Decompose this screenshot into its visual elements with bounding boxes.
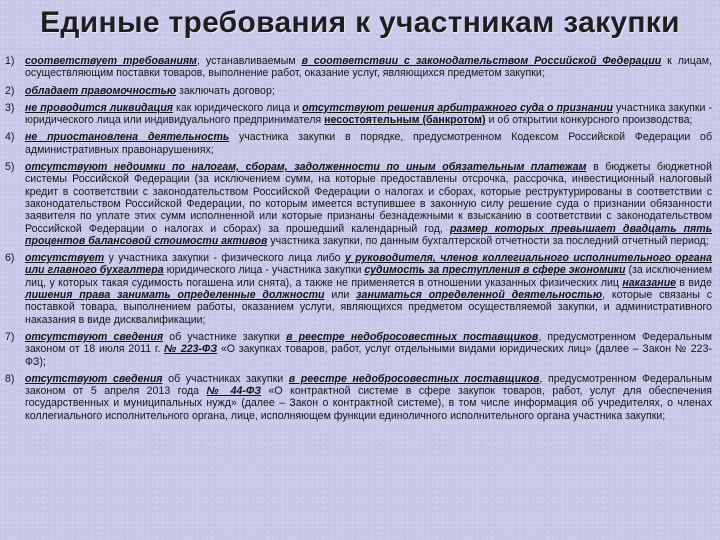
emphasized-text: № 223-ФЗ <box>164 343 218 356</box>
emphasized-text: наказание <box>622 276 677 289</box>
emphasized-text: соответствует требованиям <box>25 55 198 67</box>
item-number: 8) <box>5 372 15 385</box>
emphasized-text: в реестре недобросовестных поставщиков <box>288 372 540 385</box>
item-text <box>25 161 712 247</box>
emphasized-text: обладает правомочностью <box>25 84 177 97</box>
text-run: (за исключением лиц, у которых такая судимость погашена или снята), а также не применяется в отношении указанных физических лиц <box>25 264 712 289</box>
emphasized-text: отсутствуют решения арбитражного суда о признании <box>302 101 613 114</box>
item-number: 1) <box>5 55 15 67</box>
emphasized-text: отсутствуют недоимки по налогам, сборам, задолженности по иным обязательным платежам <box>25 161 587 174</box>
item-text <box>25 102 712 127</box>
emphasized-text: не проводится ликвидация <box>25 101 174 114</box>
item-text <box>25 131 712 156</box>
text-run: участника закупки - юридического лица или индивидуального предпринимателя <box>25 101 712 127</box>
text-run: и об открытии конкурсного производства; <box>485 114 693 127</box>
text-run: «О закупках товаров, работ, услуг отдельными видами юридических лиц» (далее – Закон № 223-ФЗ); <box>25 343 712 368</box>
emphasized-text: в соответствии с законодательством Российской Федерации <box>301 55 662 67</box>
requirements-list <box>5 55 712 427</box>
emphasized-text: у руководителя, членов коллегиального исполнительного органа или главного бухгалтера <box>25 252 712 277</box>
text-run: в виде <box>676 276 712 289</box>
emphasized-text: несостоятельным (банкротом) <box>324 114 486 127</box>
text-run: в бюджеты бюджетной системы Российской Федерации (за исключением сумм, на которые предоставлены отсрочка, рассрочка, инвестиционный налоговый кредит в соответствии с законодательством Российской Федерации о налогах и сборах, которые реструктурированы в соответствии с законодательством Российской Федерации, по которым имеется вступившее в законную силу решение суда о признании обязанности заявителя по уплате этих сумм исполненной или которые признаны безнадежными к взысканию в соответствии с законодательством Российской Федерации о налогах и сборах) за прошедший календарный год, <box>25 161 712 235</box>
item-text <box>25 373 712 422</box>
item-text <box>25 252 712 326</box>
list-item <box>5 131 712 156</box>
item-number: 5) <box>5 161 15 174</box>
text-run: , которые связаны с поставкой товара, выполнением работы, оказанием услуги, являющихся предметом осуществляемой закупки, и административного наказания в виде дисквалификации; <box>25 289 712 326</box>
list-item <box>5 55 712 80</box>
text-run: об участниках закупки <box>162 372 289 385</box>
item-text <box>25 85 712 97</box>
emphasized-text: лишения права занимать определенные должности <box>25 289 325 302</box>
emphasized-text: размер которых превышает двадцать пять процентов балансовой стоимости активов <box>25 222 712 247</box>
text-run: участника закупки, по данным бухгалтерской отчетности за последний отчетный период; <box>267 234 709 247</box>
text-run: у участника закупки - физического лица либо <box>104 252 345 265</box>
emphasized-text: отсутствуют сведения <box>25 330 164 343</box>
item-number: 3) <box>5 101 15 114</box>
emphasized-text: № 44-ФЗ <box>206 385 262 398</box>
text-run: или <box>324 289 357 302</box>
text-run: об участнике закупки <box>163 330 287 343</box>
list-item <box>5 161 712 247</box>
text-run: , устанавливаемым <box>197 55 302 67</box>
text-run: «О контрактной системе в сфере закупок товаров, работ, услуг для обеспечения государственных и муниципальных нужд» (далее – Закон о контрактной системе), в том числе информация об учредителях, о членах коллегиального исполнительного органа, лице, исполняющем функции единоличного исполнительного органа участника закупки; <box>25 385 712 422</box>
list-item <box>5 85 712 97</box>
emphasized-text: отсутствует <box>25 252 105 265</box>
slide-title: Единые требования к участникам закупки <box>40 6 680 39</box>
text-run: заключать договор; <box>176 84 275 97</box>
text-run: участника закупки в порядке, предусмотренном Кодексом Российской Федерации об административных правонарушениях; <box>25 131 713 156</box>
emphasized-text: отсутствуют сведения <box>25 372 163 385</box>
text-run: , предусмотренном Федеральным законом от 5 апреля 2013 года <box>25 372 712 398</box>
text-run: юридического лица - участника закупки <box>163 264 365 277</box>
text-run: , предусмотренном Федеральным законом от 18 июля 2011 г. <box>25 330 713 356</box>
list-item <box>5 331 712 368</box>
item-number: 4) <box>5 131 15 144</box>
item-number: 2) <box>5 84 15 97</box>
item-text <box>25 55 712 80</box>
emphasized-text: в реестре недобросовестных поставщиков <box>286 330 539 343</box>
list-item <box>5 252 712 326</box>
item-number: 6) <box>5 252 15 265</box>
item-text <box>25 331 712 368</box>
emphasized-text: судимость за преступления в сфере экономики <box>364 264 626 277</box>
emphasized-text: не приостановлена деятельность <box>25 131 230 144</box>
emphasized-text: заниматься определенной деятельностью <box>356 289 603 302</box>
list-item <box>5 102 712 127</box>
item-number: 7) <box>5 330 15 343</box>
text-run: как юридического лица и <box>173 101 303 114</box>
list-item <box>5 373 712 422</box>
text-run: к лицам, осуществляющим поставки товаров, выполнение работ, оказание услуг, являющихся предметом закупки; <box>25 55 712 80</box>
